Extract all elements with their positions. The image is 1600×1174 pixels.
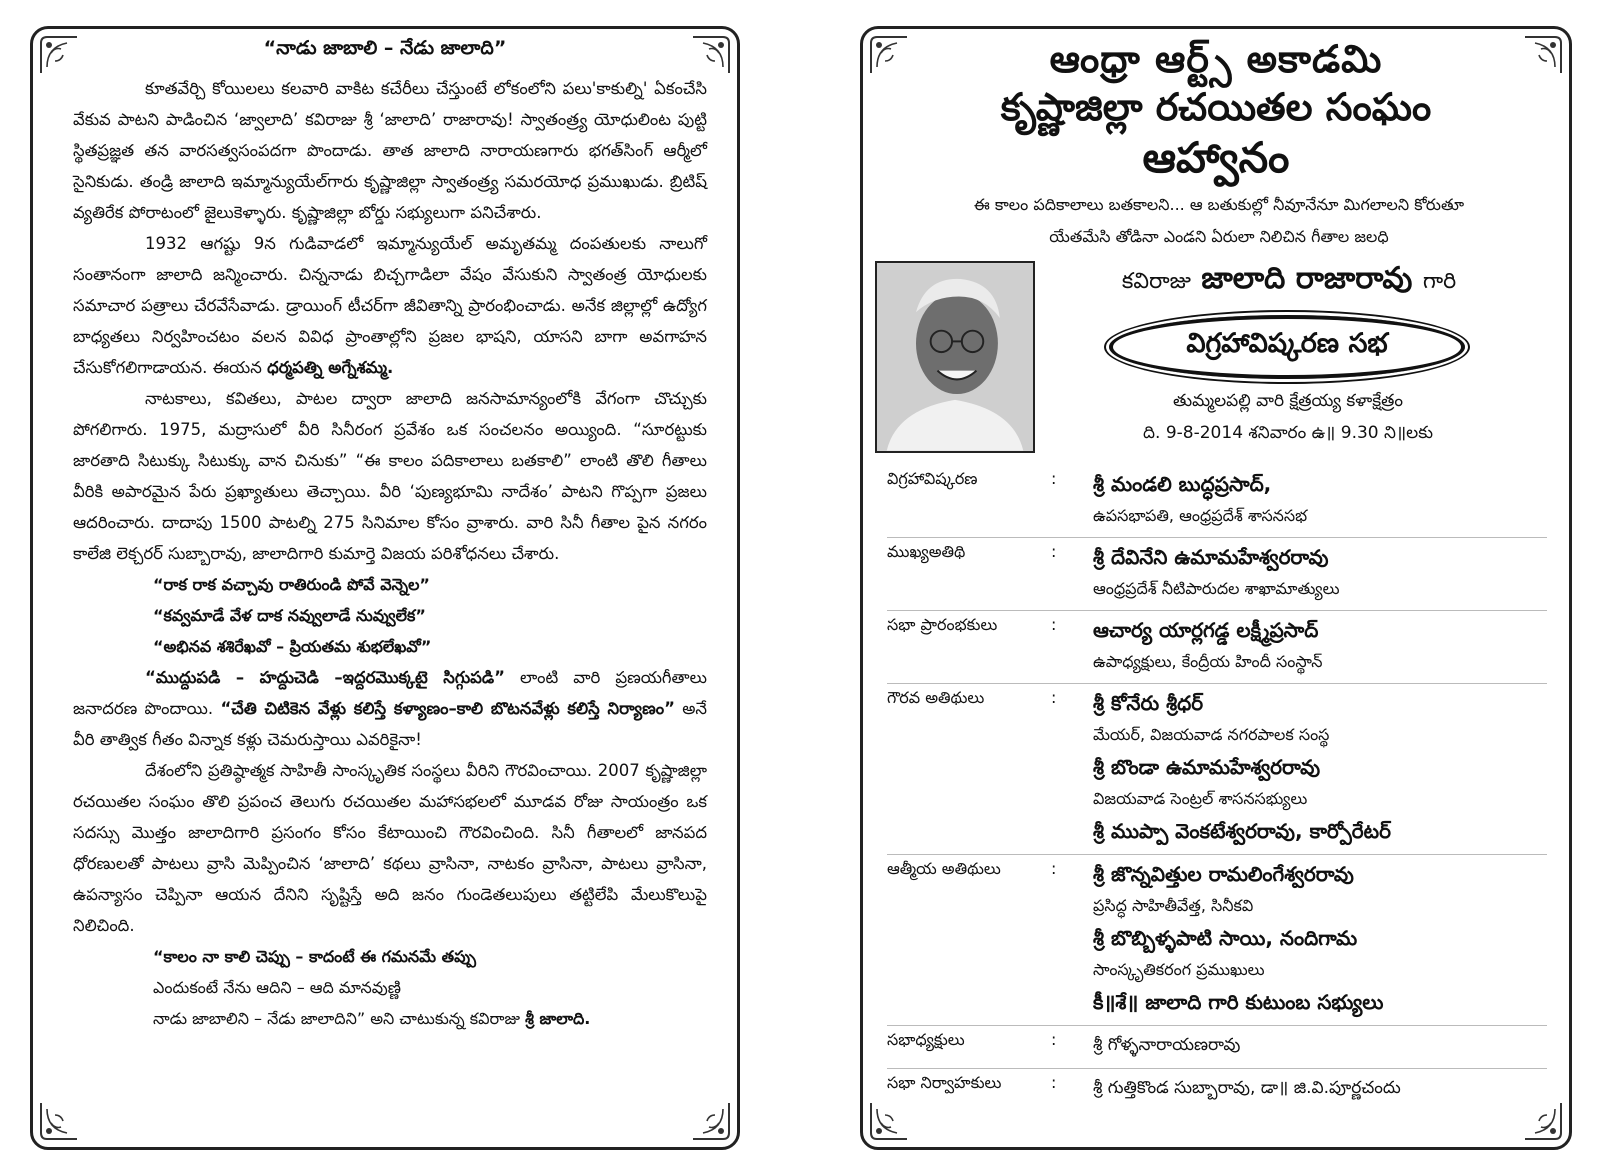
guest-row xyxy=(887,465,1547,538)
guest-entries xyxy=(1093,1028,1547,1062)
guest-list xyxy=(887,465,1547,1111)
guest-entries xyxy=(1093,686,1547,848)
colon: : xyxy=(1051,859,1057,878)
guest-entries xyxy=(1093,613,1547,677)
colon: : xyxy=(1051,615,1057,634)
tagline: యేతమేసి తోడినా ఎండని ఏరులా నిలిచిన గీతాల జలధి xyxy=(1049,227,1389,246)
article-title: “నాడు జాబాలి – నేడు జాలాది” xyxy=(263,37,507,59)
role-label: సభా ప్రారంభకులు xyxy=(887,615,998,634)
guest-designation: సాంస్కృతికరంగ ప్రముఖులు xyxy=(1093,960,1265,979)
guest-entries xyxy=(1093,540,1547,604)
guest-row xyxy=(887,1069,1547,1111)
guest-designation: మేయర్, విజయవాడ నగరపాలక సంస్థ xyxy=(1093,725,1330,744)
song-quote: “అభినవ శశిరేఖవో – ప్రియతమ శుభలేఖవో” xyxy=(153,637,432,656)
role-label: సభా నిర్వాహకులు xyxy=(887,1073,1002,1092)
role-label: ఆత్మీయ అతిథులు xyxy=(887,859,1001,878)
right-page xyxy=(860,26,1572,1150)
role-label: సభాధ్యక్షులు xyxy=(887,1030,965,1049)
corner-ornament-icon xyxy=(689,1099,733,1143)
song-quote: “రాక రాక వచ్చావు రాతిరుండి పోవే వెన్నెల” xyxy=(153,575,430,594)
guest-name: శ్రీ కోనేరు శ్రీధర్ xyxy=(1093,691,1204,715)
guest-name: ఆచార్య యార్లగడ్డ లక్ష్మీప్రసాద్ xyxy=(1093,618,1319,642)
invitation-heading: ఆహ్వానం xyxy=(1142,133,1290,182)
role-label: గౌరవ అతిథులు xyxy=(887,688,985,707)
left-page xyxy=(30,26,740,1150)
guest-row xyxy=(887,538,1547,611)
colon: : xyxy=(1051,688,1057,707)
paragraph: కూతవేర్చి కోయిలలు కలవారి వాకిట కచేరీలు చేస్తుంటే లోకంలోని పలు'కాకుల్ని' ఏకంచేసి వేకువ పాటని పాడించిన ‘జ్వాలాది’ కవిరాజు శ్రీ ‘జాలాది’ రాజారావు! స్వాతంత్ర్య యోధులింట పుట్టి స్థితప్రజ్ఞత తన వారసత్వసంపదగా పొందాడు. తాత జాలాది నారాయణగారు భగత్‌సింగ్ ఆర్మీలో సైనికుడు. తండ్రి జాలాది ఇమ్మాన్యుయేల్‌గారు కృష్ణాజిల్లా స్వాతంత్ర్య సమరయోధ ప్రముఖుడు. బ్రిటిష్ వ్యతిరేక పోరాటంలో జైలుకెళ్ళారు. కృష్ణాజిల్లా బోర్డు సభ్యులుగా పనిచేశారు. xyxy=(73,79,707,222)
role-label: ముఖ్యఅతిథి xyxy=(887,542,966,561)
paragraph: నాటకాలు, కవితలు, పాటల ద్వారా జాలాది జనసామాన్యంలోకి వేగంగా చొచ్చుకు పోగలిగారు. 1975, మద్రాసులో వీరి సినీరంగ ప్రవేశం ఒక సంచలనం అయ్యింది. “సూరట్టుకు జారతాది సిటుక్కు సిటుక్కు వాన చినుకు” “ఈ కాలం పదికాలాలు బతకాలి” లాంటి తొలి గీతాలు వీరికి అపారమైన పేరు ప్రఖ్యాతులు తెచ్చాయి. వీరి ‘పుణ్యభూమి నాదేశం’ పాటని గొప్పగా ప్రజలు ఆదరించారు. దాదాపు 1500 పాటల్ని 275 సినిమాల కోసం వ్రాశారు. వారి సినీ గీతాల పైన నగరం కాలేజి లెక్చరర్ సుబ్బారావు, జాలాదిగారి కుమార్తె విజయ పరిశోధనలు చేశారు. xyxy=(73,389,707,563)
colon: : xyxy=(1051,542,1057,561)
venue: తుమ్మలపల్లి వారి క్షేత్రయ్య కళాక్షేత్రం xyxy=(1173,391,1403,411)
poet-photo xyxy=(875,261,1035,453)
song-quote: “కవ్వమాడే వేళ దాక నవ్వులాడే నువ్వులేక” xyxy=(153,606,426,625)
paragraph: దేశంలోని ప్రతిష్ఠాత్మక సాహితీ సాంస్కృతిక సంస్థలు వీరిని గౌరవించాయి. 2007 కృష్ణాజిల్లా రచయితల సంఘం తొలి ప్రపంచ తెలుగు రచయితల మహాసభలలో మూడవ రోజు సాయంత్రం ఒక సదస్సు మొత్తం జాలాదిగారి ప్రసంగం కోసం కేటాయించి గౌరవించింది. సినీ గీతాలలో జానపద ధోరణులతో పాటలు వ్రాసి మెప్పించిన ‘జాలాది’ కథలు వ్రాసినా, నాటకం వ్రాసినా, పాటలు వ్రాసినా, ఉపన్యాసం చెప్పినా ఆయన దేనిని సృష్టిస్తే అది జనం గుండెతలుపులు తట్టిలేపి మేలుకొలుపై నిలిచింది. xyxy=(73,761,707,935)
guest-designation: ప్రసిద్ధ సాహితీవేత్త, సినీకవి xyxy=(1093,896,1254,915)
closing-quote: నాడు జాబాలిని – నేడు జాలాదిని” అని చాటుకున్న కవిరాజు శ్రీ జాలాది. xyxy=(153,1009,591,1028)
paragraph: 1932 ఆగష్టు 9న గుడివాడలో ఇమ్మాన్యుయేల్ అమృతమ్మ దంపతులకు నాలుగో సంతానంగా జాలాది జన్మించారు. చిన్ననాడు బిచ్చగాడిలా వేషం వేసుకుని స్వాతంత్ర యోధులకు సమాచార పత్రాలు చేరవేసేవాడు. డ్రాయింగ్ టీచర్‌గా జీవితాన్ని ప్రారంభించాడు. అనేక జిల్లాల్లో ఉద్యోగ బాధ్యతలు నిర్వహించటం వలన వివిధ ప్రాంతాల్లోని ప్రజల భాషని, యాసని బాగా అవగాహన చేసుకోగలిగాడాయన. ఈయన ధర్మపత్ని అగ్నేశమ్మ. xyxy=(73,234,707,377)
poet-heading: కవిరాజు జాలాది రాజారావు గారి xyxy=(1121,261,1457,296)
guest-name: శ్రీ బొబ్బిళ్ళపాటి సాయి, నందిగామ xyxy=(1093,926,1358,950)
guest-designation: ఉపాధ్యక్షులు, కేంద్రీయ హిందీ సంస్థాన్ xyxy=(1093,652,1323,671)
guest-name: శ్రీ జొన్నవిత్తుల రామలింగేశ్వరరావు xyxy=(1093,862,1354,886)
colon: : xyxy=(1051,1030,1057,1049)
guest-name: కీ॥శే॥ జాలాది గారి కుటుంబ సభ్యులు xyxy=(1093,990,1384,1014)
guest-name: శ్రీ గోళ్ళనారాయణరావు xyxy=(1093,1035,1241,1055)
guest-entries xyxy=(1093,467,1547,531)
guest-designation: విజయవాడ సెంట్రల్ శాసనసభ్యులు xyxy=(1093,789,1308,808)
paragraph: “ముద్దుపడి – హద్దుచెడి –ఇద్దరమొక్కటై సిగ్గుపడి” లాంటి వారి ప్రణయగీతాలు జనాదరణ పొందాయి. “చేతి చిటికెన వేళ్లు కలిస్తే కళ్యాణం–కాలి బొటనవేళ్లు కలిస్తే నిర్యాణం” అనే వీరి తాత్విక గీతం విన్నాక కళ్లు చెమరుస్తాయి ఎవరికైనా! xyxy=(73,668,707,749)
guest-row xyxy=(887,611,1547,684)
corner-ornament-icon xyxy=(37,1099,81,1143)
guest-row xyxy=(887,684,1547,855)
guest-row xyxy=(887,1026,1547,1069)
guest-name: శ్రీ ముప్పా వెంకటేశ్వరరావు, కార్పోరేటర్ xyxy=(1093,819,1391,843)
wife-name: ధర్మపత్ని అగ్నేశమ్మ. xyxy=(267,358,394,377)
tagline: ఈ కాలం పదికాలాలు బతకాలని... ఆ బతుకుల్లో నీవూనేనూ మిగలాలని కోరుతూ xyxy=(973,195,1465,214)
guest-name: శ్రీ గుత్తికొండ సుబ్బారావు, డా॥ జి.వి.పూర్ణచందు xyxy=(1093,1078,1401,1098)
colon: : xyxy=(1051,469,1057,488)
closing-quote: ఎందుకంటే నేను ఆదిని – ఆది మానవుణ్ణి xyxy=(153,978,401,997)
closing-quote: “కాలం నా కాలి చెప్పు – కాదంటే ఈ గమనమే తప్పు xyxy=(153,947,477,966)
event-title-badge: విగ్రహావిష్కరణ సభ xyxy=(1109,315,1465,379)
organization-name: ఆంధ్రా ఆర్ట్స్ అకాడమి xyxy=(1049,37,1383,81)
guest-row xyxy=(887,855,1547,1026)
guest-designation: ఉపసభాపతి, ఆంధ్రప్రదేశ్ శాసనసభ xyxy=(1093,506,1308,525)
guest-entries xyxy=(1093,1071,1547,1105)
guest-designation: ఆంధ్రప్రదేశ్ నీటిపారుదల శాఖామాత్యులు xyxy=(1093,579,1340,598)
event-date: ది. 9-8-2014 శనివారం ఉ॥ 9.30 ని॥లకు xyxy=(1143,423,1433,443)
guest-entries xyxy=(1093,857,1547,1019)
guest-name: శ్రీ బొండా ఉమామహేశ్వరరావు xyxy=(1093,755,1321,779)
role-label: విగ్రహావిష్కరణ xyxy=(887,469,978,488)
colon: : xyxy=(1051,1073,1057,1092)
guest-name: శ్రీ మండలి బుద్ధప్రసాద్, xyxy=(1093,472,1272,496)
article-body xyxy=(73,73,707,1034)
organization-name-2: కృష్ణాజిల్లా రచయితల సంఘం xyxy=(1000,85,1432,129)
guest-name: శ్రీ దేవినేని ఉమామహేశ్వరరావు xyxy=(1093,545,1329,569)
